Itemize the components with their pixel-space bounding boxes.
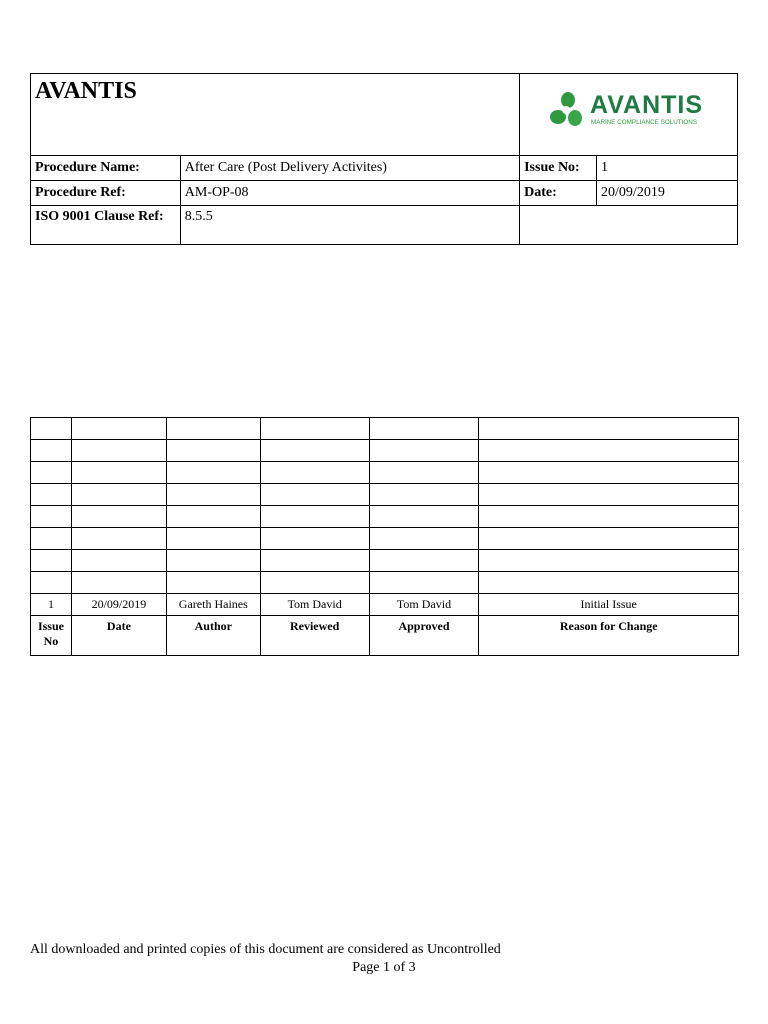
table-cell: [260, 418, 369, 440]
table-cell: [166, 506, 260, 528]
table-row-blank: [31, 506, 739, 528]
table-cell: [260, 506, 369, 528]
table-cell: [369, 462, 479, 484]
table-cell: Initial Issue: [479, 594, 739, 616]
column-header: Reviewed: [260, 616, 369, 656]
table-cell: [71, 528, 166, 550]
empty-cell: [520, 206, 738, 245]
iso-clause-value: 8.5.5: [180, 206, 519, 245]
column-header: Approved: [369, 616, 479, 656]
company-name: AVANTIS: [31, 74, 520, 156]
table-row-blank: [31, 484, 739, 506]
logo-wordmark: AVANTIS: [589, 91, 703, 119]
iso-clause-label: ISO 9001 Clause Ref:: [31, 206, 181, 245]
procedure-ref-value: AM-OP-08: [180, 181, 519, 206]
date-value: 20/09/2019: [597, 181, 738, 206]
table-cell: [479, 484, 739, 506]
table-cell: [31, 506, 72, 528]
table-cell: [369, 418, 479, 440]
table-cell: [260, 528, 369, 550]
table-cell: [166, 418, 260, 440]
table-cell: [369, 440, 479, 462]
table-row-blank: [31, 440, 739, 462]
table-cell: Tom David: [260, 594, 369, 616]
table-cell: [71, 572, 166, 594]
uncontrolled-copy-note: All downloaded and printed copies of this document are considered as Uncontrolled: [30, 942, 501, 957]
table-cell: [479, 572, 739, 594]
table-cell: [479, 418, 739, 440]
page-number: Page 1 of 3: [352, 960, 416, 975]
table-cell: [479, 462, 739, 484]
procedure-name-label: Procedure Name:: [31, 156, 181, 181]
table-cell: [71, 462, 166, 484]
table-cell: [71, 418, 166, 440]
date-label: Date:: [520, 181, 597, 206]
table-cell: [260, 550, 369, 572]
table-cell: 1: [31, 594, 72, 616]
table-cell: [369, 572, 479, 594]
table-cell: [260, 484, 369, 506]
column-header: Reason for Change: [479, 616, 739, 656]
table-cell: [166, 440, 260, 462]
table-cell: Gareth Haines: [166, 594, 260, 616]
table-row-blank: [31, 572, 739, 594]
table-cell: [71, 484, 166, 506]
revision-history-body: [31, 418, 739, 656]
table-cell: [369, 484, 479, 506]
table-cell: [31, 462, 72, 484]
table-cell: [479, 528, 739, 550]
table-cell: [31, 572, 72, 594]
company-logo: [520, 74, 738, 156]
table-cell: [71, 506, 166, 528]
table-cell: [71, 440, 166, 462]
table-cell: [479, 550, 739, 572]
table-cell: 20/09/2019: [71, 594, 166, 616]
column-header: Date: [71, 616, 166, 656]
column-header: Author: [166, 616, 260, 656]
table-cell: [31, 528, 72, 550]
issue-no-label: Issue No:: [520, 156, 597, 181]
table-cell: [166, 550, 260, 572]
table-row-blank: [31, 462, 739, 484]
table-cell: [369, 506, 479, 528]
avantis-logo-icon: [544, 87, 714, 137]
table-cell: [369, 550, 479, 572]
table-cell: [260, 572, 369, 594]
table-cell: [71, 550, 166, 572]
revision-history-table: [30, 417, 739, 656]
table-cell: Tom David: [369, 594, 479, 616]
table-cell: [260, 462, 369, 484]
column-header: Issue No: [31, 616, 72, 656]
table-cell: [369, 528, 479, 550]
table-row-blank: [31, 550, 739, 572]
procedure-ref-label: Procedure Ref:: [31, 181, 181, 206]
procedure-name-value: After Care (Post Delivery Activites): [180, 156, 519, 181]
issue-no-value: 1: [597, 156, 738, 181]
logo-tagline: MARINE COMPLIANCE SOLUTIONS: [590, 119, 697, 126]
table-row-blank: [31, 528, 739, 550]
table-cell: [260, 440, 369, 462]
table-cell: [479, 506, 739, 528]
table-cell: [166, 484, 260, 506]
procedure-header-table: [30, 73, 738, 245]
table-cell: [31, 484, 72, 506]
table-row-blank: [31, 418, 739, 440]
table-header-row: [31, 616, 739, 656]
table-cell: [166, 462, 260, 484]
table-cell: [166, 572, 260, 594]
table-row: [31, 594, 739, 616]
table-cell: [31, 440, 72, 462]
table-cell: [31, 418, 72, 440]
table-cell: [479, 440, 739, 462]
table-cell: [166, 528, 260, 550]
table-cell: [31, 550, 72, 572]
